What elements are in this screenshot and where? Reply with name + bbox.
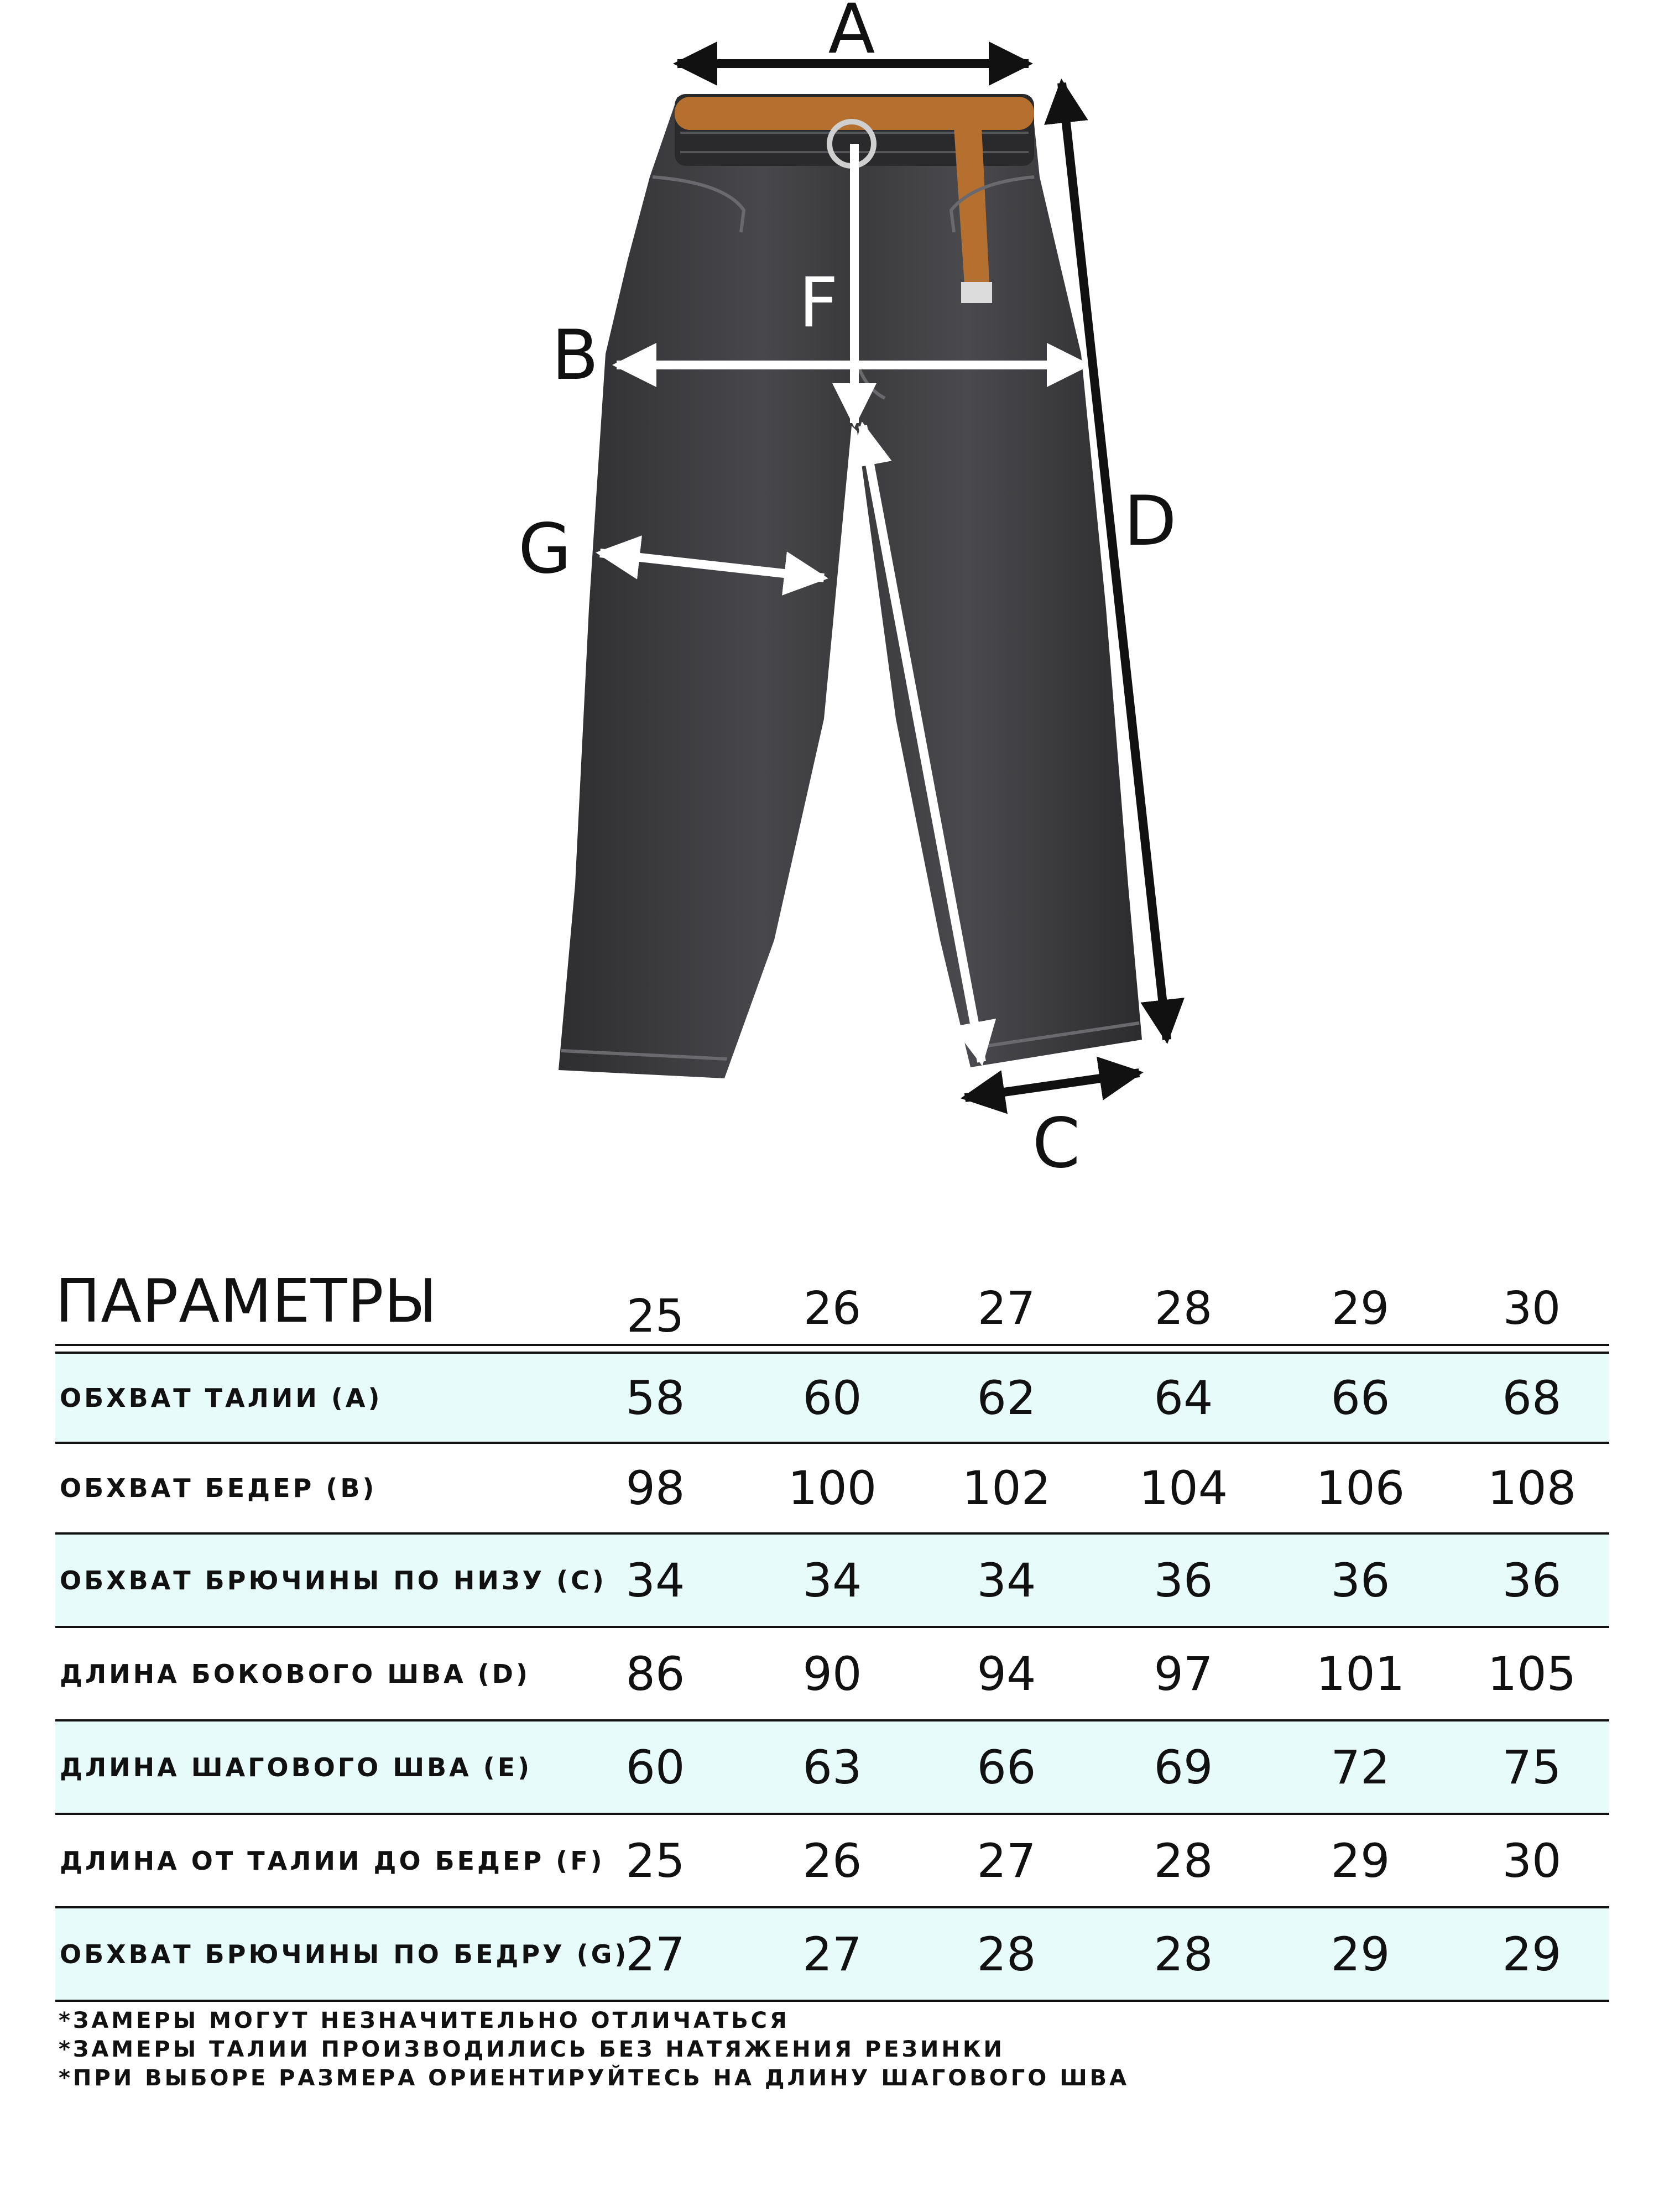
table-cell: 62 (977, 1370, 1036, 1425)
table-cell: 101 (1316, 1646, 1405, 1701)
table-row (55, 1444, 1609, 1535)
table-cell: 29 (1331, 1927, 1390, 1981)
size-header: 26 (803, 1282, 862, 1335)
label-b: B (551, 316, 599, 395)
table-cell: 64 (1154, 1370, 1213, 1425)
table-cell: 68 (1502, 1370, 1562, 1425)
table-cell: 94 (977, 1646, 1036, 1701)
table-cell: 66 (1331, 1370, 1390, 1425)
table-cell: 27 (977, 1833, 1036, 1888)
table-cell: 25 (625, 1833, 685, 1888)
table-cell: 75 (1502, 1740, 1562, 1794)
table-cell: 28 (977, 1927, 1036, 1981)
footnote: *ЗАМЕРЫ ТАЛИИ ПРОИЗВОДИЛИСЬ БЕЗ НАТЯЖЕНИЯ РЕЗИНКИ (59, 2037, 1005, 2062)
table-title: ПАРАМЕТРЫ (55, 1267, 437, 1336)
footnote: *ЗАМЕРЫ МОГУТ НЕЗНАЧИТЕЛЬНО ОТЛИЧАТЬСЯ (59, 2008, 790, 2033)
table-cell: 28 (1154, 1927, 1213, 1981)
row-label: ДЛИНА ОТ ТАЛИИ ДО БЕДЕР (F) (60, 1845, 605, 1876)
table-row (55, 1908, 1609, 2002)
footnotes (59, 2006, 1129, 2093)
table-cell: 34 (977, 1553, 1036, 1608)
table-cell: 29 (1331, 1833, 1390, 1888)
table-cell: 36 (1331, 1553, 1390, 1608)
label-c: C (1032, 1104, 1081, 1183)
table-cell: 27 (802, 1927, 862, 1981)
table-cell: 60 (802, 1370, 862, 1425)
table-cell: 58 (625, 1370, 685, 1425)
row-label: ДЛИНА БОКОВОГО ШВА (D) (60, 1658, 530, 1689)
table-cell: 29 (1502, 1927, 1562, 1981)
table-cell: 97 (1154, 1646, 1213, 1701)
size-header: 29 (1331, 1282, 1390, 1335)
header-divider (55, 1344, 1609, 1354)
table-row (55, 1815, 1609, 1908)
table-cell: 26 (802, 1833, 862, 1888)
row-label: ОБХВАТ ТАЛИИ (А) (60, 1383, 383, 1413)
table-cell: 72 (1331, 1740, 1390, 1794)
label-g: G (518, 509, 572, 589)
table-cell: 106 (1316, 1461, 1405, 1515)
table-row (55, 1721, 1609, 1815)
table-row (55, 1628, 1609, 1721)
size-header: 30 (1503, 1282, 1561, 1335)
label-e: E (843, 742, 888, 821)
belt-tip (961, 282, 992, 303)
table-cell: 104 (1139, 1461, 1228, 1515)
table-cell: 69 (1154, 1740, 1213, 1794)
table-cell: 34 (625, 1553, 685, 1608)
table-cell: 102 (962, 1461, 1051, 1515)
table-cell: 98 (625, 1461, 685, 1515)
table-cell: 100 (787, 1461, 877, 1515)
table-cell: 66 (977, 1740, 1036, 1794)
table-cell: 60 (625, 1740, 685, 1794)
table-row (55, 1535, 1609, 1628)
size-header: 25 (626, 1290, 685, 1343)
table-cell: 36 (1502, 1553, 1562, 1608)
belt (675, 97, 1034, 130)
table-cell: 108 (1487, 1461, 1577, 1515)
footnote: *ПРИ ВЫБОРЕ РАЗМЕРА ОРИЕНТИРУЙТЕСЬ НА ДЛИНУ ШАГОВОГО ШВА (59, 2065, 1130, 2091)
row-label: ОБХВАТ БЕДЕР (В) (60, 1473, 377, 1503)
table-cell: 105 (1487, 1646, 1577, 1701)
table-cell: 27 (625, 1927, 685, 1981)
size-table (55, 1250, 1609, 2002)
row-label: ОБХВАТ БРЮЧИНЫ ПО НИЗУ (С) (60, 1565, 607, 1595)
table-cell: 28 (1154, 1833, 1213, 1888)
table-cell: 36 (1154, 1553, 1213, 1608)
arrow-c (965, 1073, 1139, 1098)
label-a: A (828, 0, 875, 69)
size-header: 27 (977, 1282, 1036, 1335)
table-cell: 34 (802, 1553, 862, 1608)
row-label: ОБХВАТ БРЮЧИНЫ ПО БЕДРУ (G) (60, 1939, 629, 1969)
table-header (55, 1250, 1609, 1344)
label-d: D (1124, 482, 1177, 561)
table-cell: 63 (802, 1740, 862, 1794)
table-row (55, 1354, 1609, 1444)
size-header: 28 (1154, 1282, 1213, 1335)
row-label: ДЛИНА ШАГОВОГО ШВА (E) (60, 1752, 533, 1782)
label-f: F (799, 263, 838, 343)
table-cell: 30 (1502, 1833, 1562, 1888)
table-cell: 86 (625, 1646, 685, 1701)
table-cell: 90 (802, 1646, 862, 1701)
